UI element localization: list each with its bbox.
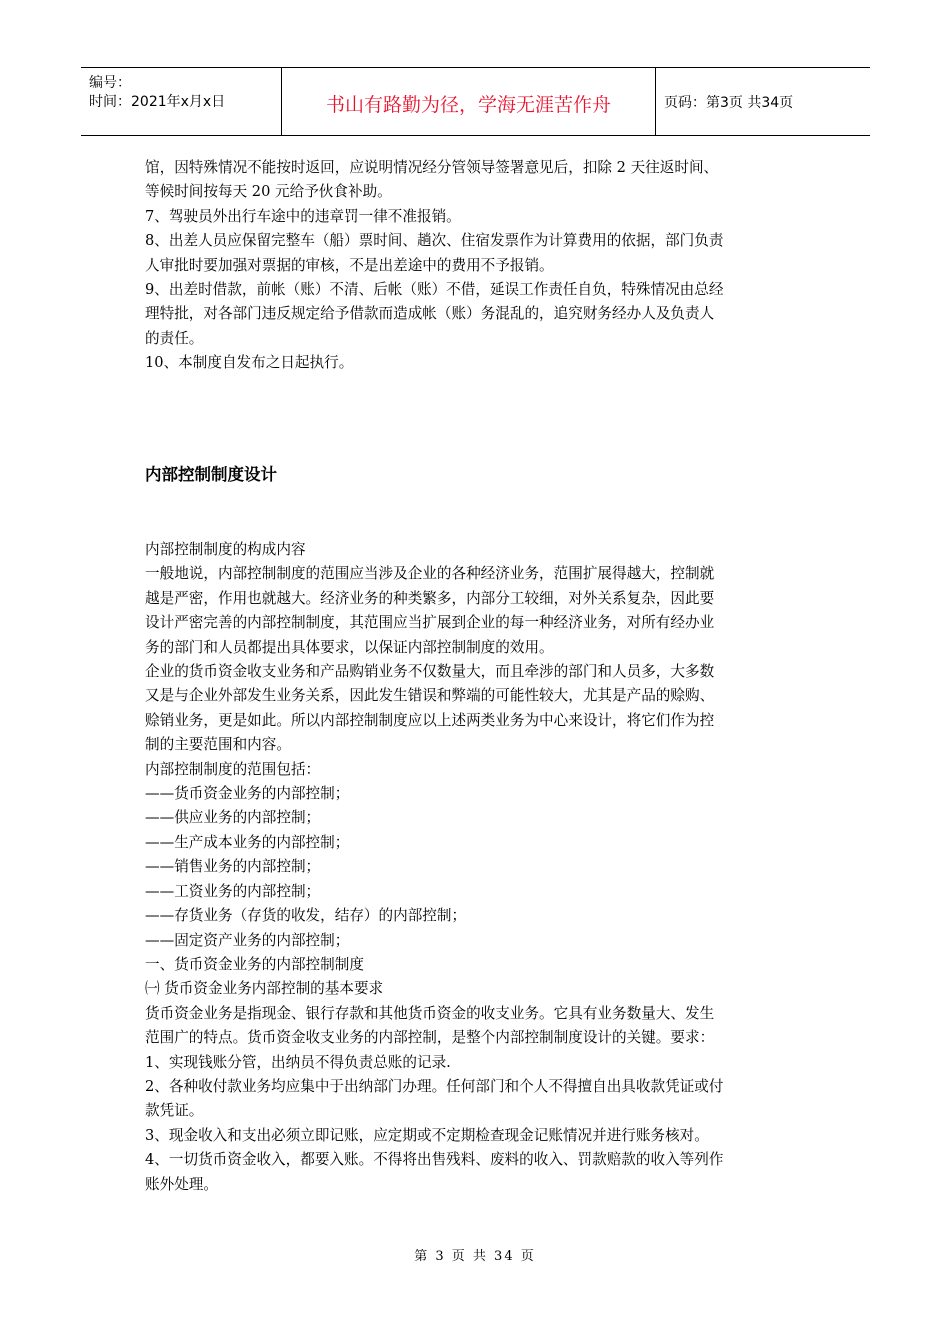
text-line: 设计严密完善的内部控制制度，其范围应当扩展到企业的每一种经济业务，对所有经办业 [145,614,715,632]
page-header [81,67,870,136]
text-line: 3、现金收入和支出必须立即记账，应定期或不定期检查现金记账情况并进行账务核对。 [145,1126,709,1144]
text-line: 一般地说，内部控制制度的范围应当涉及企业的各种经济业务，范围扩展得越大，控制就 [145,565,715,583]
text-line: 4、一切货币资金收入，都要入账。不得将出售残料、废料的收入、罚款赔款的收入等列作 [145,1151,724,1169]
text-line: ㈠ 货币资金业务内部控制的基本要求 [145,980,384,998]
document-date: 时间：2021年x月x日 [89,94,226,110]
text-line: 一、货币资金业务的内部控制制度 [145,955,364,973]
text-line: 款凭证。 [145,1102,204,1120]
text-line: 范围广的特点。货币资金收支业务的内部控制，是整个内部控制制度设计的关键。要求： [145,1029,715,1047]
text-line: 内部控制制度的构成内容 [145,541,306,558]
text-line: 10、本制度自发布之日起执行。 [145,354,354,372]
text-line: ——工资业务的内部控制； [145,882,321,900]
text-line: 1、实现钱账分管，出纳员不得负责总账的记录. [145,1053,451,1071]
text-line: 制的主要范围和内容。 [145,736,291,754]
text-line: 越是严密，作用也就越大。经济业务的种类繁多，内部分工较细，对外关系复杂，因此要 [145,589,715,607]
text-line: 9、出差时借款，前帐（账）不清、后帐（账）不借，延误工作责任自负，特殊情况由总经 [145,281,724,299]
text-line: 又是与企业外部发生业务关系，因此发生错误和弊端的可能性较大，尤其是产品的赊购、 [145,687,715,705]
text-line: ——供应业务的内部控制； [145,809,321,827]
body-text-block [145,538,815,1197]
text-line: ——固定资产业务的内部控制； [145,931,350,949]
text-line: 人审批时要加强对票据的审核，不是出差途中的费用不予报销。 [145,256,554,274]
document-number-label: 编号： [89,75,131,91]
text-line: 理特批，对各部门违反规定给予借款而造成帐（账）务混乱的，追究财务经办人及负责人 [145,305,715,323]
text-line: 赊销业务，更是如此。所以内部控制制度应以上述两类业务为中心来设计，将它们作为控 [145,711,715,729]
text-line: ——存货业务（存货的收发，结存）的内部控制； [145,907,467,925]
text-line: 务的部门和人员都提出具体要求，以保证内部控制制度的效用。 [145,638,554,656]
text-line: ——货币资金业务的内部控制； [145,785,350,803]
text-line: ——生产成本业务的内部控制； [145,833,350,851]
text-line: 货币资金业务是指现金、银行存款和其他货币资金的收支业务。它具有业务数量大、发生 [145,1004,715,1022]
page-footer: 第 3 页 共 34 页 [414,1249,536,1264]
section-title: 内部控制制度设计 [145,465,277,484]
text-line: 7、驾驶员外出行车途中的违章罚一律不准报销。 [145,207,461,225]
text-line: 等候时间按每天 20 元给予伙食补助。 [145,183,392,201]
header-page-info: 页码：第3页 共34页 [664,94,794,111]
intro-text-block [145,156,815,376]
text-line: ——销售业务的内部控制； [145,858,321,876]
text-line: 账外处理。 [145,1175,218,1193]
header-meta-cell [81,68,282,135]
text-line: 的责任。 [145,329,204,347]
header-motto: 书山有路勤为径，学海无涯苦作舟 [282,68,656,135]
text-line: 企业的货币资金收支业务和产品购销业务不仅数量大，而且牵涉的部门和人员多，大多数 [145,663,715,681]
text-line: 馆，因特殊情况不能按时返回，应说明情况经分管领导签署意见后，扣除 2 天往返时间、 [145,159,719,176]
text-line: 2、各种收付款业务均应集中于出纳部门办理。任何部门和个人不得擅自出具收款凭证或付 [145,1077,724,1095]
text-line: 内部控制制度的范围包括： [145,760,321,778]
text-line: 8、出差人员应保留完整车（船）票时间、趟次、住宿发票作为计算费用的依据，部门负责 [145,232,724,250]
